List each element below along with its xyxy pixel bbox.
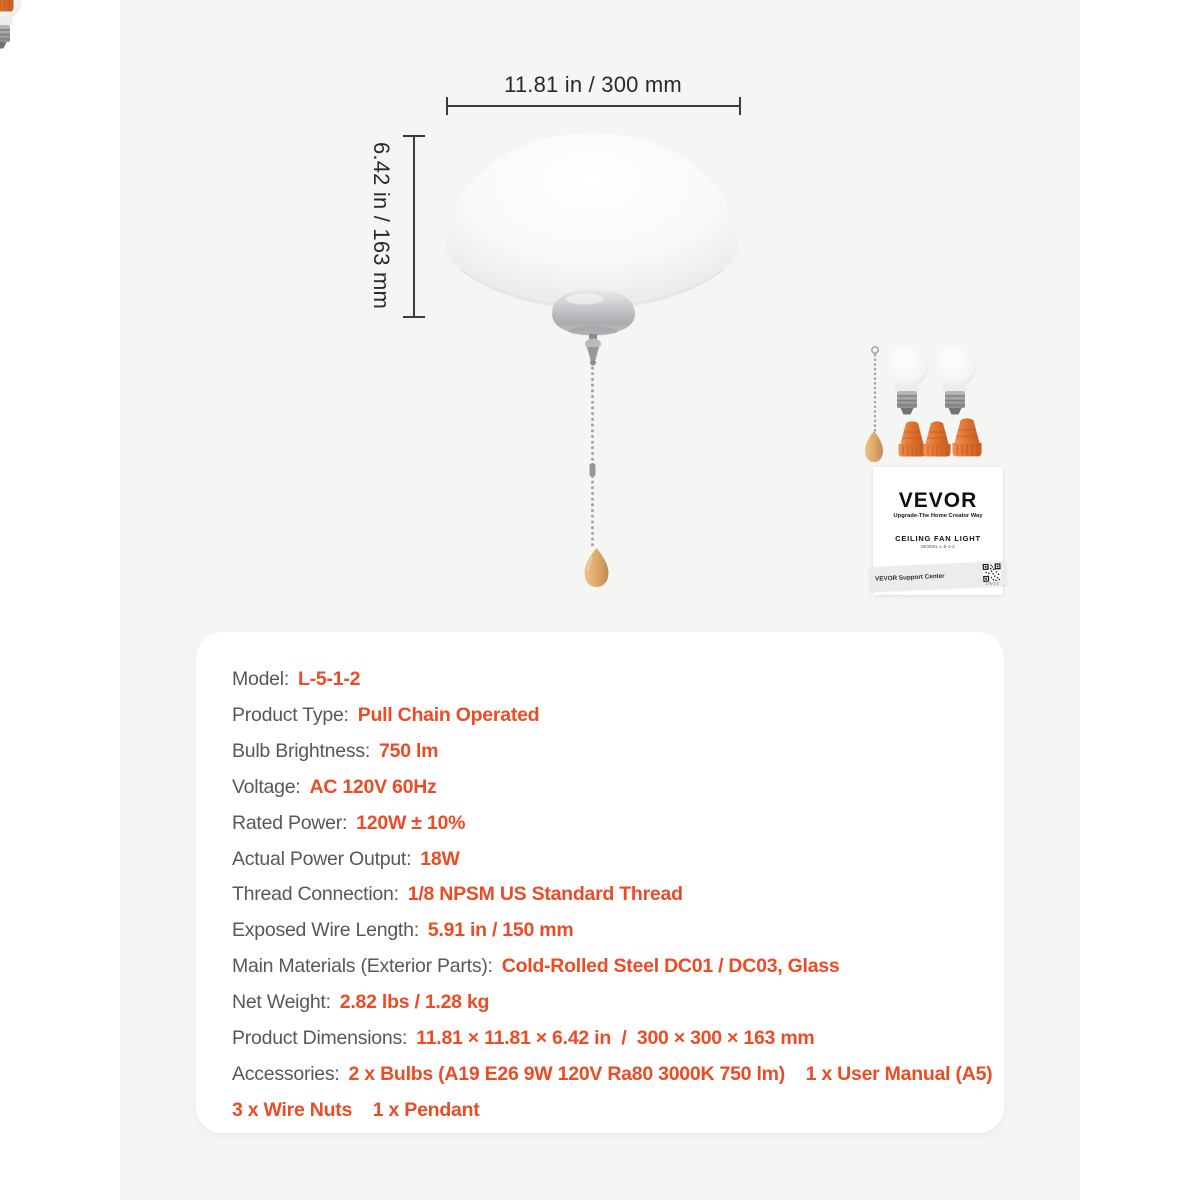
spec-label: Bulb Brightness:	[232, 739, 370, 762]
spec-row-product-dimensions	[232, 1021, 1004, 1057]
height-dimension-label: 6.42 in / 163 mm	[369, 142, 394, 310]
spec-card	[196, 632, 1004, 1133]
spec-label: Thread Connection:	[232, 883, 399, 906]
width-dimension-label: 11.81 in / 300 mm	[504, 72, 682, 97]
spec-row-actual-power	[232, 842, 1004, 878]
spec-row-main-materials	[232, 949, 1004, 985]
lamp-glass-dome	[446, 133, 738, 309]
manual-model-line: MODEL L-5-1-2	[921, 545, 955, 550]
spec-value: 2.82 lbs / 1.28 kg	[339, 991, 490, 1014]
chain-wood-pendant	[585, 548, 609, 587]
qr-caption: L-5-1-2	[985, 579, 999, 586]
spec-row-rated-power	[232, 806, 1004, 842]
spec-label: Voltage:	[232, 775, 301, 798]
height-dimension-line	[403, 136, 425, 317]
spec-value: 750 lm	[379, 739, 439, 762]
spec-value: 120W ± 10%	[356, 811, 466, 834]
brand-tagline: Upgrade-The Home Creator Way	[893, 513, 983, 519]
spec-value: 11.81 × 11.81 × 6.42 in / 300 × 300 × 163 mm	[416, 1027, 815, 1050]
spec-value: 1/8 NPSM US Standard Thread	[407, 883, 683, 906]
spec-row-model	[232, 662, 1004, 698]
spec-value: 2 x Bulbs (A19 E26 9W 120V Ra80 3000K 750 lm) 1 x User Manual (A5)	[348, 1062, 993, 1085]
pull-chain	[590, 368, 596, 549]
spec-label: Main Materials (Exterior Parts):	[232, 955, 493, 978]
spec-row-exposed-wire	[232, 913, 1004, 949]
spec-value: 18W	[420, 847, 460, 870]
spec-row-voltage	[232, 770, 1004, 806]
spec-value: 5.91 in / 150 mm	[427, 919, 574, 942]
manual-product-title: CEILING FAN LIGHT	[895, 534, 981, 543]
spec-label: Net Weight:	[232, 991, 331, 1014]
spec-label: Accessories:	[232, 1062, 340, 1085]
user-manual	[873, 467, 1003, 595]
spec-row-product-type	[232, 698, 1004, 734]
lamp-metal-cap	[552, 290, 635, 366]
accessory-pull-chain	[865, 347, 883, 462]
spec-value: AC 120V 60Hz	[309, 775, 437, 798]
spec-row-accessories-continued	[232, 1093, 1004, 1129]
spec-label: Model:	[232, 668, 290, 690]
spec-label: Exposed Wire Length:	[232, 919, 419, 942]
support-center-label: VEVOR Support Center	[874, 572, 945, 583]
spec-row-thread-connection	[232, 877, 1004, 913]
spec-row-accessories	[232, 1057, 1004, 1093]
spec-value: 3 x Wire Nuts 1 x Pendant	[232, 1098, 480, 1121]
support-strip	[870, 561, 1007, 591]
wire-nut	[0, 0, 14, 12]
spec-row-net-weight	[232, 985, 1004, 1021]
vevor-logo: VEVOR	[898, 489, 978, 512]
spec-label: Product Type:	[232, 703, 349, 726]
spec-row-bulb-brightness	[232, 734, 1004, 770]
qr-block	[982, 563, 1001, 586]
spec-value: Cold-Rolled Steel DC01 / DC03, Glass	[501, 955, 840, 978]
spec-value: L-5-1-2	[298, 668, 361, 690]
spec-label: Rated Power:	[232, 811, 348, 834]
spec-label: Actual Power Output:	[232, 847, 412, 870]
qr-code-icon	[982, 563, 1001, 582]
width-dimension-line	[447, 97, 740, 115]
spec-label: Product Dimensions:	[232, 1027, 408, 1050]
spec-value: Pull Chain Operated	[357, 703, 540, 726]
